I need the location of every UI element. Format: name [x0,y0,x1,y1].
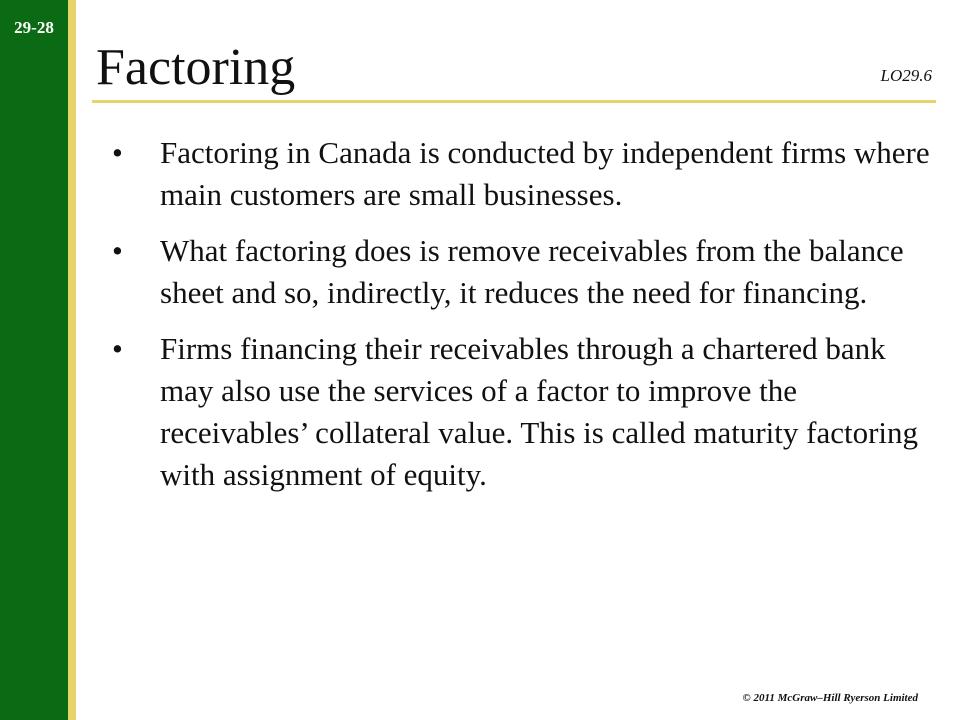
bullet-text: Factoring in Canada is conducted by independent firms where main customers are small businesses. [160,135,930,212]
bullet-item [104,132,934,216]
bullet-text: Firms financing their receivables through a chartered bank may also use the services of a factor to improve the receivables’ collateral value. This is called maturity factoring with assignment of equity. [160,331,919,492]
bullet-icon: • [112,331,123,366]
slide-title: Factoring [96,39,296,96]
title-divider [92,100,936,103]
bullet-icon: • [112,135,123,170]
sidebar-band [0,0,68,720]
learning-objective: LO29.6 [880,66,932,85]
bullet-text: What factoring does is remove receivables from the balance sheet and so, indirectly, it reduces the need for financing. [160,233,904,310]
slide-number: 29-28 [14,18,54,37]
copyright-notice: © 2011 McGraw–Hill Ryerson Limited [742,692,918,704]
bullet-item [104,230,934,314]
bullet-list [104,132,934,510]
sidebar-rule [68,0,76,720]
bullet-icon: • [112,233,123,268]
bullet-item [104,328,934,496]
